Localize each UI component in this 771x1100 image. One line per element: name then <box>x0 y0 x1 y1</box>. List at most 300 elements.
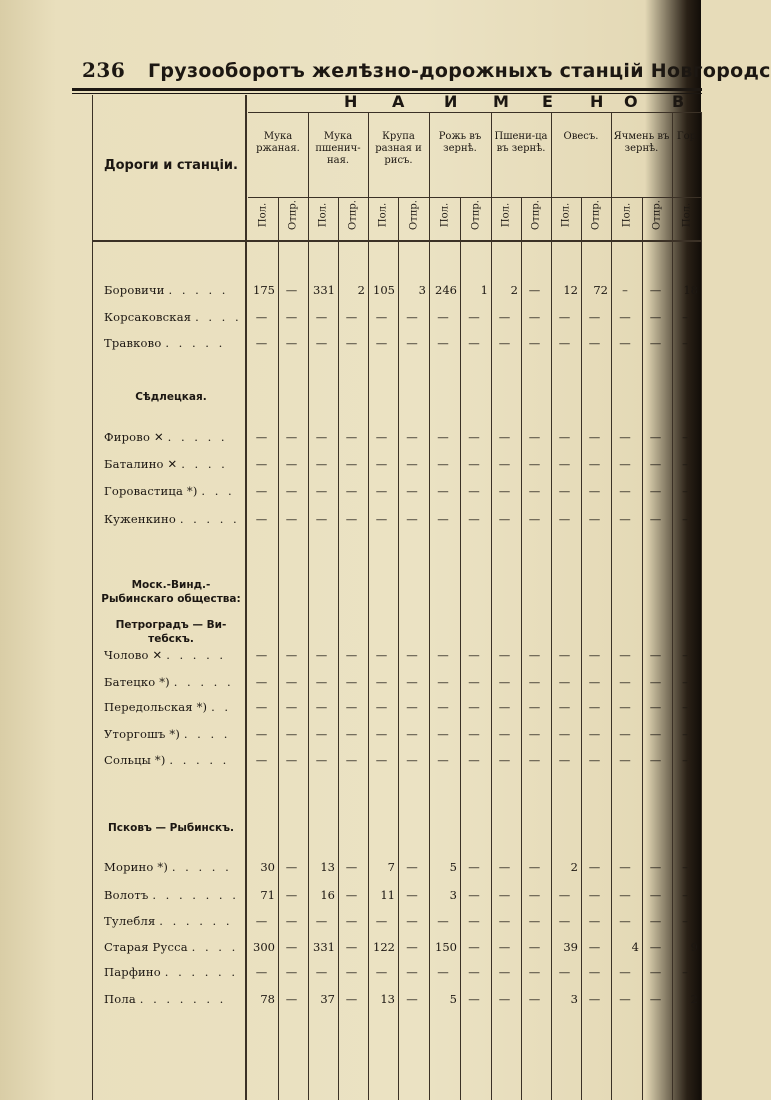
table-cell: — <box>528 727 541 741</box>
table-cell: — <box>375 484 388 498</box>
table-cell: — <box>558 965 571 979</box>
table-cell: — <box>528 430 541 444</box>
table-cell: – <box>682 965 688 979</box>
table-cell: — <box>649 430 662 444</box>
table-cell: 72 <box>593 283 608 297</box>
table-cell: 122 <box>373 940 395 954</box>
table-cell: — <box>315 675 328 689</box>
table-cell: — <box>619 675 631 689</box>
table-cell: — <box>255 457 268 471</box>
table-cell: — <box>255 310 268 324</box>
table-cell: – <box>682 512 688 526</box>
table-cell: — <box>588 310 601 324</box>
table-cell: — <box>649 512 662 526</box>
station-name <box>104 940 238 954</box>
section-heading: Сѣдлецкая. <box>135 391 207 403</box>
table-cell: — <box>588 860 601 874</box>
subheader-label: Пол. <box>621 202 632 228</box>
table-cell: — <box>406 700 418 714</box>
table-cell: — <box>285 965 298 979</box>
received-header <box>248 197 278 233</box>
table-cell: 331 <box>313 283 335 297</box>
table-cell: — <box>375 727 388 741</box>
leader-dots: . . <box>211 700 232 714</box>
table-cell: — <box>345 512 358 526</box>
table-cell: — <box>588 753 601 767</box>
banner-letter: В <box>672 92 685 111</box>
table-cell: — <box>619 914 631 928</box>
table-cell: — <box>406 430 418 444</box>
table-cell: 246 <box>435 283 457 297</box>
table-cell: 5 <box>449 860 457 874</box>
table-cell: — <box>528 283 541 297</box>
table-cell: — <box>406 965 418 979</box>
table-cell: — <box>255 727 268 741</box>
table-cell: 12 <box>563 283 578 297</box>
table-cell: — <box>468 992 480 1006</box>
station-label: Горовастица *) <box>104 484 202 498</box>
banner-letter: И <box>444 92 458 111</box>
table-cell: 9 <box>690 940 698 954</box>
table-cell: – <box>682 675 688 689</box>
table-cell: — <box>345 648 358 662</box>
table-cell: — <box>345 753 358 767</box>
leader-dots: . . . . <box>191 940 239 954</box>
table-cell: 3 <box>570 992 578 1006</box>
table-cell: — <box>406 336 418 350</box>
table-cell: — <box>406 648 418 662</box>
table-cell: — <box>528 965 541 979</box>
table-cell: — <box>498 965 511 979</box>
table-cell: — <box>285 727 298 741</box>
table-cell: — <box>498 457 511 471</box>
table-cell: — <box>406 512 418 526</box>
table-cell: — <box>619 700 631 714</box>
table-cell: — <box>345 457 358 471</box>
table-cell: — <box>649 310 662 324</box>
station-label: Корсаковская <box>104 310 196 324</box>
page-number: 236 <box>82 58 126 82</box>
table-cell: — <box>345 965 358 979</box>
table-cell: — <box>375 753 388 767</box>
table-cell: — <box>619 336 631 350</box>
table-cell: – <box>682 860 688 874</box>
table-cell: — <box>528 888 541 902</box>
table-cell: 3 <box>418 283 426 297</box>
table-cell: — <box>375 310 388 324</box>
table-cell: — <box>437 310 449 324</box>
table-cell: — <box>345 484 358 498</box>
table-cell: — <box>468 430 480 444</box>
table-cell: — <box>619 310 631 324</box>
subheader-label: Пол. <box>317 202 329 228</box>
station-name <box>104 753 229 767</box>
table-cell: — <box>345 992 358 1006</box>
table-cell: — <box>649 727 662 741</box>
table-cell: — <box>588 512 601 526</box>
station-name <box>104 336 225 350</box>
table-cell: — <box>345 727 358 741</box>
table-cell: — <box>315 430 328 444</box>
table-cell: — <box>437 430 449 444</box>
table-cell: — <box>285 310 298 324</box>
table-cell: — <box>588 336 601 350</box>
station-label: Пола <box>104 992 140 1006</box>
table-cell: — <box>558 512 571 526</box>
table-cell: — <box>345 310 358 324</box>
commodity-header: Ячмень въ зернѣ. <box>613 131 670 154</box>
table-cell: — <box>345 860 358 874</box>
table-cell: — <box>468 914 480 928</box>
table-cell: — <box>345 430 358 444</box>
table-cell: — <box>558 888 571 902</box>
table-cell: — <box>468 860 480 874</box>
table-cell: — <box>558 914 571 928</box>
roads-column-divider <box>245 95 247 1100</box>
table-cell: – <box>682 457 688 471</box>
table-cell: — <box>498 914 511 928</box>
shipped-header <box>460 197 491 233</box>
table-cell: — <box>375 700 388 714</box>
group-divider <box>701 112 702 1100</box>
table-cell: — <box>528 310 541 324</box>
table-cell: — <box>315 512 328 526</box>
table-cell: — <box>649 940 662 954</box>
subheader-label: Пол. <box>257 202 269 228</box>
table-cell: — <box>558 310 571 324</box>
table-cell: — <box>528 940 541 954</box>
subheader-label: Отпр. <box>590 200 602 230</box>
station-label: Сольцы *) <box>104 753 170 767</box>
subheader-label: Пол. <box>439 202 450 228</box>
table-cell: — <box>255 430 268 444</box>
received-header <box>308 197 338 233</box>
table-cell: — <box>619 753 631 767</box>
commodity-header: Мука пшенич-ная. <box>315 131 361 166</box>
table-cell: — <box>406 992 418 1006</box>
table-cell: — <box>437 336 449 350</box>
table-cell: — <box>498 430 511 444</box>
table-cell: — <box>468 965 480 979</box>
table-cell: — <box>406 310 418 324</box>
section-heading: Петроградъ — Ви-тебскъ. <box>115 619 227 645</box>
table-cell: — <box>285 512 298 526</box>
station-label: Старая Русса <box>104 940 192 954</box>
table-cell: — <box>528 675 541 689</box>
table-cell: — <box>528 860 541 874</box>
table-cell: — <box>528 484 541 498</box>
leader-dots: . . . . . <box>165 336 226 350</box>
table-cell: — <box>285 430 298 444</box>
table-cell: — <box>437 914 449 928</box>
table-cell: — <box>498 310 511 324</box>
table-cell: — <box>406 860 418 874</box>
table-cell: – <box>682 914 688 928</box>
table-cell: — <box>588 992 601 1006</box>
table-cell: — <box>437 484 449 498</box>
subheader-label: Пол. <box>377 202 389 228</box>
station-name <box>104 992 226 1006</box>
commodity-header: Рожь въ зернѣ. <box>438 131 482 154</box>
table-cell: — <box>619 457 631 471</box>
banner-letter: Н <box>344 92 358 111</box>
table-cell: — <box>619 727 631 741</box>
received-header <box>672 197 701 233</box>
station-name <box>104 283 228 297</box>
table-cell: 175 <box>253 283 275 297</box>
station-label: Тулебля <box>104 914 160 928</box>
roads-column-header: Дороги и станціи. <box>104 158 238 173</box>
subheader-label: Отпр. <box>408 200 419 230</box>
table-cell: — <box>528 753 541 767</box>
station-name <box>104 457 228 471</box>
table-cell: – <box>622 283 628 297</box>
table-cell: — <box>255 336 268 350</box>
table-cell: — <box>468 484 480 498</box>
table-cell: — <box>588 457 601 471</box>
table-cell: 2 <box>690 992 698 1006</box>
station-name <box>104 430 228 444</box>
table-cell: — <box>588 430 601 444</box>
leader-dots: . . . . <box>181 457 228 471</box>
subheader-label: Пол. <box>681 202 692 228</box>
subheader-label: Отпр. <box>651 200 663 230</box>
leader-dots: . . . . . . . <box>139 992 227 1006</box>
commodity-banner <box>250 92 702 112</box>
table-cell: — <box>255 914 268 928</box>
station-name <box>104 727 230 741</box>
station-name <box>104 965 238 979</box>
table-cell: — <box>345 700 358 714</box>
shipped-header <box>642 197 672 233</box>
table-cell: — <box>315 457 328 471</box>
table-cell: — <box>558 753 571 767</box>
table-cell: — <box>498 675 511 689</box>
station-label: Баталино ✕ <box>104 457 182 471</box>
running-title: Грузооборотъ желѣзно-дорожныхъ станцій Новгородс <box>148 60 771 82</box>
table-cell: 2 <box>510 283 518 297</box>
table-cell: – <box>682 700 688 714</box>
table-cell: — <box>528 648 541 662</box>
subheader-label: Пол. <box>560 202 572 228</box>
section-heading: Псковъ — Рыбинскъ. <box>107 822 235 834</box>
table-cell: — <box>619 430 631 444</box>
table-cell: — <box>345 888 358 902</box>
table-cell: — <box>468 457 480 471</box>
table-cell: — <box>649 700 662 714</box>
table-cell: — <box>558 648 571 662</box>
table-cell: — <box>406 457 418 471</box>
table-cell: — <box>528 992 541 1006</box>
table-cell: — <box>588 940 601 954</box>
shipped-header <box>278 197 308 233</box>
commodity-header: Мука ржаная. <box>256 131 300 154</box>
table-cell: — <box>375 457 388 471</box>
commodity-header: Овесъ. <box>563 131 599 142</box>
table-cell: — <box>437 648 449 662</box>
table-cell: — <box>649 914 662 928</box>
table-cell: — <box>498 992 511 1006</box>
subheader-label: Отпр. <box>470 200 481 230</box>
table-cell: — <box>558 430 571 444</box>
table-cell: — <box>588 727 601 741</box>
station-label: Фирово ✕ <box>104 430 168 444</box>
table-cell: — <box>649 675 662 689</box>
subheader-label: Пол. <box>500 202 512 228</box>
table-cell: — <box>285 457 298 471</box>
table-cell: — <box>285 860 298 874</box>
table-cell: 4 <box>631 940 639 954</box>
table-cell: — <box>315 753 328 767</box>
table-cell: — <box>619 484 631 498</box>
table-cell: — <box>468 336 480 350</box>
table-cell: 150 <box>435 940 457 954</box>
table-cell: 13 <box>320 860 335 874</box>
table-cell: — <box>406 727 418 741</box>
table-cell: 2 <box>570 860 578 874</box>
table-cell: — <box>315 914 328 928</box>
leader-dots: . . . . <box>183 727 231 741</box>
table-cell: — <box>468 700 480 714</box>
banner-rule <box>248 112 702 113</box>
table-cell: — <box>588 648 601 662</box>
table-cell: 105 <box>373 283 395 297</box>
table-cell: — <box>468 753 480 767</box>
table-cell: — <box>375 675 388 689</box>
table-cell: — <box>255 700 268 714</box>
station-label: Передольская *) <box>104 700 212 714</box>
table-cell: — <box>649 965 662 979</box>
shipped-header <box>581 197 611 233</box>
leader-dots: . . . . . <box>166 648 227 662</box>
table-cell: — <box>285 648 298 662</box>
leader-dots: . . . . . <box>173 675 234 689</box>
table-cell: — <box>375 512 388 526</box>
table-cell: 7 <box>387 860 395 874</box>
table-cell: — <box>255 675 268 689</box>
table-cell: — <box>649 888 662 902</box>
table-cell: 39 <box>563 940 578 954</box>
table-cell: — <box>315 965 328 979</box>
station-name <box>104 648 226 662</box>
table-cell: — <box>345 940 358 954</box>
table-cell: — <box>619 648 631 662</box>
table-cell: — <box>285 675 298 689</box>
table-cell: — <box>649 457 662 471</box>
table-cell: 300 <box>253 940 275 954</box>
header-bottom-rule <box>92 240 702 242</box>
table-cell: — <box>619 860 631 874</box>
table-cell: 18 <box>683 283 698 297</box>
table-cell: — <box>558 457 571 471</box>
table-cell: — <box>468 727 480 741</box>
table-cell: — <box>468 648 480 662</box>
table-cell: — <box>528 457 541 471</box>
table-cell: — <box>588 700 601 714</box>
leader-dots: . . . . . . . <box>152 888 239 902</box>
table-cell: – <box>682 310 688 324</box>
table-cell: — <box>498 484 511 498</box>
table-cell: — <box>406 914 418 928</box>
station-label: Куженкино <box>104 512 180 526</box>
table-cell: — <box>255 512 268 526</box>
commodity-header: Пшени-ца въ зернѣ. <box>494 131 548 154</box>
table-cell: — <box>468 940 480 954</box>
table-cell: — <box>619 965 631 979</box>
table-cell: — <box>649 336 662 350</box>
table-cell: — <box>588 888 601 902</box>
table-cell: – <box>682 484 688 498</box>
table-cell: — <box>255 965 268 979</box>
station-label: Морино *) <box>104 860 172 874</box>
table-cell: — <box>468 512 480 526</box>
table-cell: 78 <box>260 992 275 1006</box>
station-name <box>104 484 235 498</box>
banner-letter: А <box>392 92 405 111</box>
table-cell: — <box>406 753 418 767</box>
table-cell: — <box>558 336 571 350</box>
table-cell: — <box>437 457 449 471</box>
table-cell: — <box>315 336 328 350</box>
station-name <box>104 860 232 874</box>
table-cell: — <box>437 727 449 741</box>
table-cell: 13 <box>380 992 395 1006</box>
table-cell: — <box>468 675 480 689</box>
table-cell: — <box>255 753 268 767</box>
table-cell: — <box>285 336 298 350</box>
table-cell: — <box>528 700 541 714</box>
table-cell: — <box>619 512 631 526</box>
station-label: Батецко *) <box>104 675 174 689</box>
table-cell: — <box>649 860 662 874</box>
shipped-header <box>398 197 429 233</box>
leader-dots: . . . . . <box>179 512 240 526</box>
station-name <box>104 675 234 689</box>
table-cell: 71 <box>260 888 275 902</box>
leader-dots: . . . . . <box>168 283 229 297</box>
table-cell: — <box>285 700 298 714</box>
table-cell: — <box>588 484 601 498</box>
table-cell: — <box>285 914 298 928</box>
banner-letter: М <box>493 92 509 111</box>
table-cell: — <box>498 888 511 902</box>
table-cell: 37 <box>320 992 335 1006</box>
subheader-label: Отпр. <box>530 200 542 230</box>
table-cell: — <box>345 675 358 689</box>
received-header <box>491 197 521 233</box>
table-cell: — <box>437 753 449 767</box>
table-cell: — <box>375 914 388 928</box>
table-cell: — <box>528 512 541 526</box>
shipped-header <box>338 197 368 233</box>
station-name <box>104 512 240 526</box>
table-cell: — <box>285 888 298 902</box>
table-cell: — <box>375 336 388 350</box>
table-cell: — <box>315 727 328 741</box>
table-cell: — <box>285 753 298 767</box>
station-label: Чолово ✕ <box>104 648 167 662</box>
station-label: Травково <box>104 336 166 350</box>
leader-dots: . . . . <box>195 310 242 324</box>
table-cell: — <box>649 992 662 1006</box>
table-cell: — <box>588 675 601 689</box>
banner-letter: О <box>624 92 638 111</box>
received-header <box>551 197 581 233</box>
table-cell: — <box>375 430 388 444</box>
table-cell: — <box>498 336 511 350</box>
table-cell: — <box>498 860 511 874</box>
table-cell: — <box>498 940 511 954</box>
